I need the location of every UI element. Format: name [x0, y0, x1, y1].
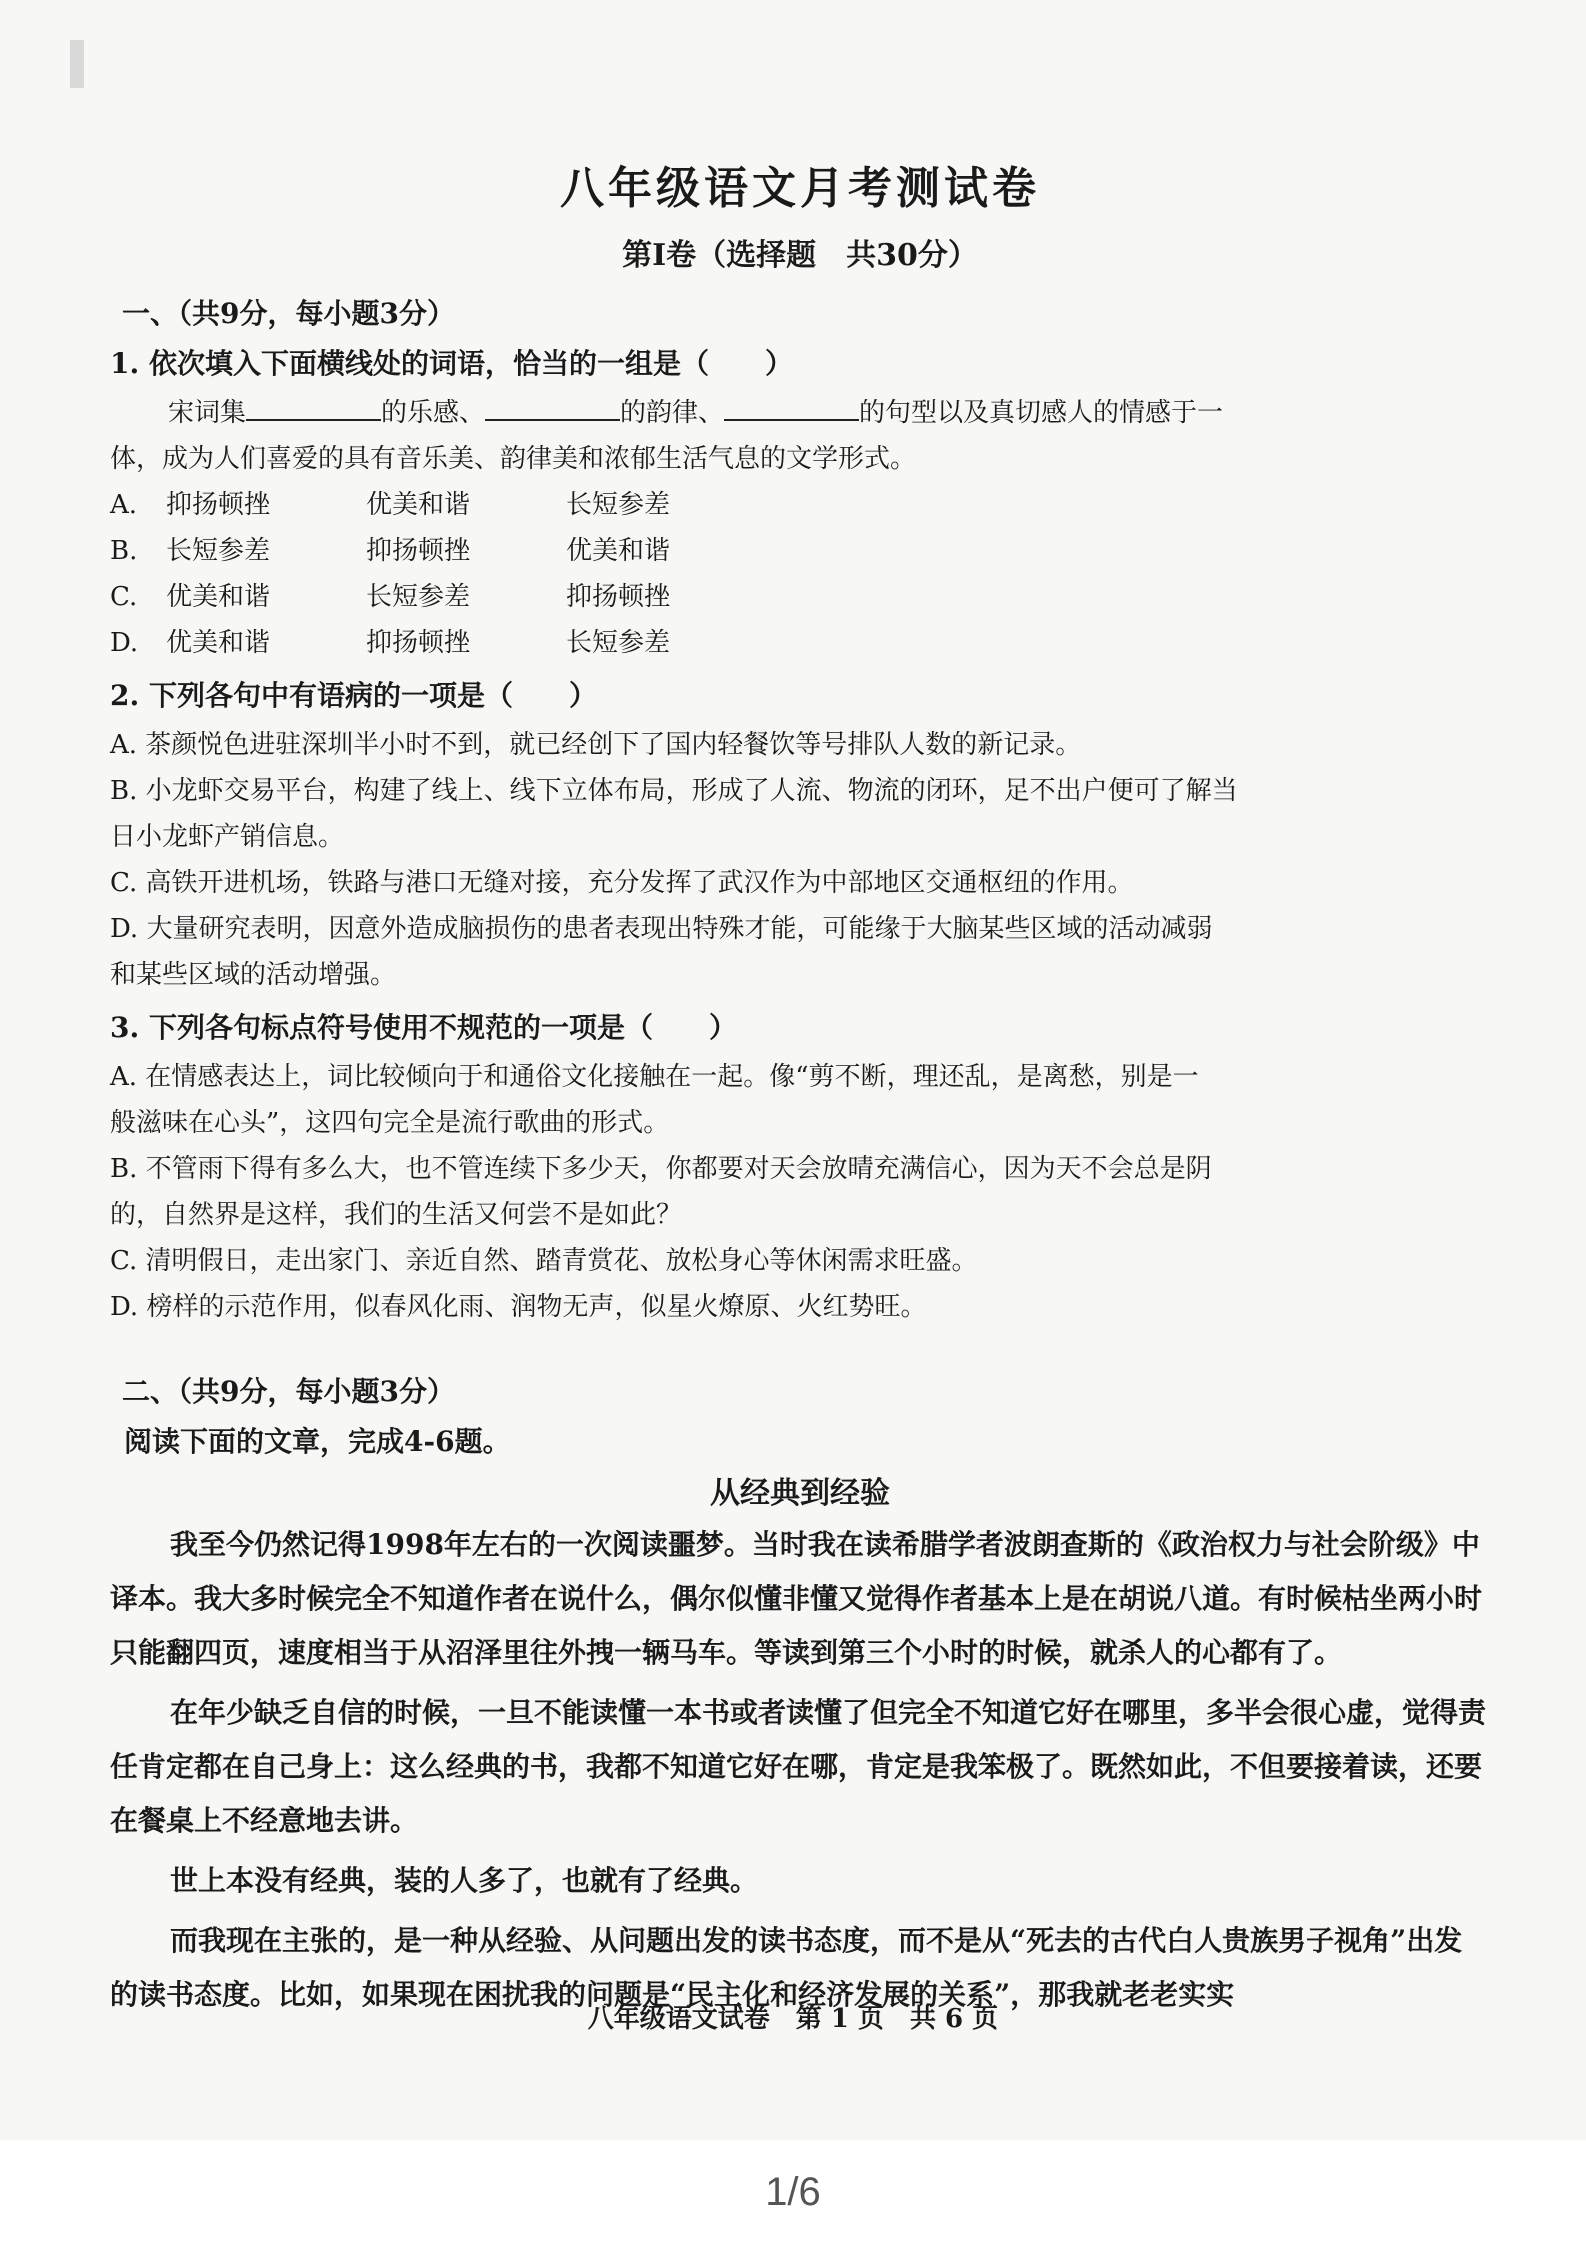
q2-option-a: A. 茶颜悦色进驻深圳半小时不到，就已经创下了国内轻餐饮等号排队人数的新记录。: [110, 730, 1082, 760]
q2-option-c: C. 高铁开进机场，铁路与港口无缝对接，充分发挥了武汉作为中部地区交通枢纽的作用。: [110, 868, 1134, 898]
option-word: 抑扬顿挫: [366, 536, 471, 566]
passage-body: [110, 1518, 1490, 2022]
q1-option-d: [110, 620, 1490, 666]
question-1-text: [110, 390, 1490, 436]
q1-text-part: 的韵律、: [620, 398, 725, 428]
option-letter: C.: [110, 582, 138, 612]
page-indicator: 1/6: [765, 2170, 821, 2214]
option-word: 抑扬顿挫: [566, 582, 671, 612]
option-letter: B.: [110, 536, 138, 566]
q3-option-c: C. 清明假日，走出家门、亲近自然、踏青赏花、放松身心等休闲需求旺盛。: [110, 1246, 978, 1276]
option-word: 优美和谐: [166, 582, 271, 612]
option-word: 优美和谐: [566, 536, 671, 566]
question-3-stem: 3. 下列各句标点符号使用不规范的一项是（ ）: [110, 1011, 737, 1044]
q2-option-b-cont: 日小龙虾产销信息。: [110, 822, 345, 852]
question-1-text-cont: 体，成为人们喜爱的具有音乐美、韵律美和浓郁生活气息的文学形式。: [110, 444, 917, 474]
exam-title: 八年级语文月考测试卷: [560, 163, 1040, 214]
q3-option-b: B. 不管雨下得有多么大，也不管连续下多少天，你都要对天会放晴充满信心，因为天不会总是阴: [110, 1154, 1212, 1184]
section-2-header: 二、（共9分，每小题3分）: [122, 1375, 455, 1408]
option-word: 抑扬顿挫: [366, 628, 471, 658]
exam-content: [110, 140, 1490, 2028]
section-1-header: 一、（共9分，每小题3分）: [122, 297, 455, 330]
option-word: 抑扬顿挫: [166, 490, 271, 520]
option-word: 优美和谐: [166, 628, 271, 658]
passage-paragraph: 而我现在主张的，是一种从经验、从问题出发的读书态度，而不是从“死去的古代白人贵族男子视角”出发的读书态度。比如，如果现在困扰我的问题是“民主化和经济发展的关系”，那我就老老实实: [110, 1924, 1463, 2011]
reading-instruction: 阅读下面的文章，完成4-6题。: [124, 1425, 511, 1458]
q3-option-d: D. 榜样的示范作用，似春风化雨、润物无声，似星火燎原、火红势旺。: [110, 1292, 927, 1322]
q3-option-b-cont: 的，自然界是这样，我们的生活又何尝不是如此？: [110, 1200, 683, 1230]
q1-option-a: [110, 482, 1490, 528]
q1-text-part: 宋词集: [168, 398, 247, 428]
q1-option-c: [110, 574, 1490, 620]
passage-paragraph: 我至今仍然记得1998年左右的一次阅读噩梦。当时我在读希腊学者波朗查斯的《政治权力与社会阶级》中译本。我大多时候完全不知道作者在说什么，偶尔似懂非懂又觉得作者基本上是在胡说八道。有时候枯坐两小时只能翻四页，速度相当于从沼泽里往外拽一辆马车。等读到第三个小时的时候，就杀人的心都有了。: [110, 1528, 1483, 1669]
answer-blank: [724, 393, 859, 421]
exam-subtitle: 第Ⅰ卷（选择题 共30分）: [622, 238, 978, 273]
passage-title: 从经典到经验: [710, 1476, 890, 1511]
option-word: 长短参差: [566, 490, 671, 520]
option-letter: A.: [110, 490, 138, 520]
q3-option-a-cont: 般滋味在心头”，这四句完全是流行歌曲的形式。: [110, 1108, 670, 1138]
q1-text-part: 的句型以及真切感人的情感于一: [859, 398, 1224, 428]
q2-option-b: B. 小龙虾交易平台，构建了线上、线下立体布局，形成了人流、物流的闭环，足不出户便可了解当: [110, 776, 1238, 806]
q1-option-b: [110, 528, 1490, 574]
option-word: 长短参差: [366, 582, 471, 612]
q2-option-d-cont: 和某些区域的活动增强。: [110, 960, 397, 990]
q1-text-part: 的乐感、: [381, 398, 486, 428]
q2-option-d: D. 大量研究表明，因意外造成脑损伤的患者表现出特殊才能，可能缘于大脑某些区域的活动减弱: [110, 914, 1213, 944]
passage-paragraph: 在年少缺乏自信的时候，一旦不能读懂一本书或者读懂了但完全不知道它好在哪里，多半会很心虚，觉得责任肯定都在自己身上：这么经典的书，我都不知道它好在哪，肯定是我笨极了。既然如此，不但要接着读，还要在餐桌上不经意地去讲。: [110, 1696, 1487, 1837]
option-word: 优美和谐: [366, 490, 471, 520]
question-2-stem: 2. 下列各句中有语病的一项是（ ）: [110, 679, 597, 712]
answer-blank: [485, 393, 620, 421]
page-footer: 八年级语文试卷 第 1 页 共 6 页: [587, 2004, 999, 2034]
passage-paragraph: 世上本没有经典，装的人多了，也就有了经典。: [170, 1864, 759, 1897]
q3-option-a: A. 在情感表达上，词比较倾向于和通俗文化接触在一起。像“剪不断，理还乱，是离愁，别是一: [110, 1062, 1199, 1092]
option-word: 长短参差: [166, 536, 271, 566]
option-letter: D.: [110, 628, 139, 658]
question-1-stem: 1. 依次填入下面横线处的词语，恰当的一组是（ ）: [110, 347, 793, 380]
answer-blank: [246, 393, 381, 421]
scan-artifact: [70, 40, 84, 88]
option-word: 长短参差: [566, 628, 671, 658]
